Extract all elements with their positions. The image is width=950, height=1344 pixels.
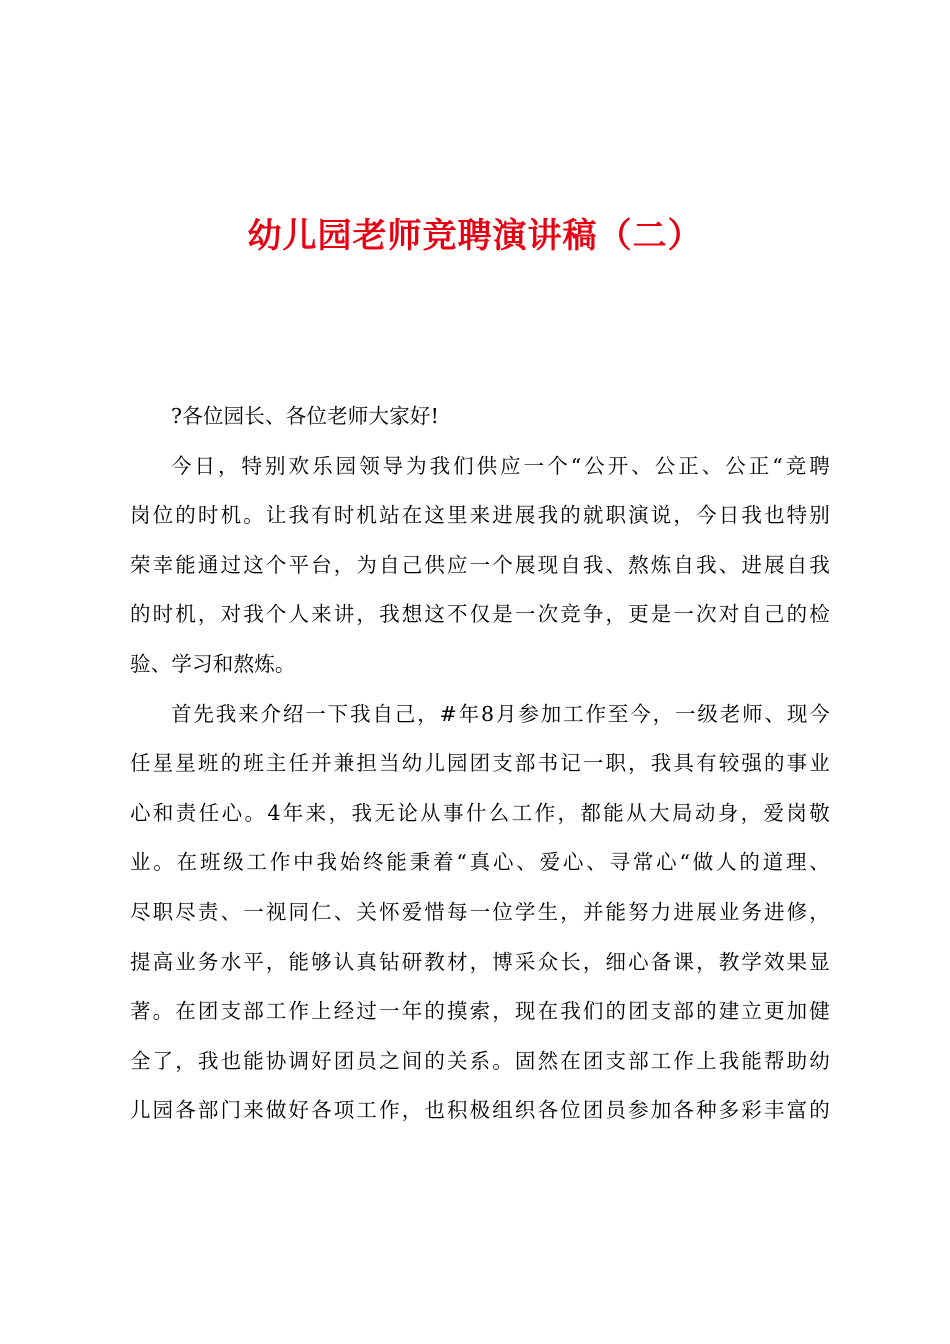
paragraph-line: 任星星班的班主任并兼担当幼儿园团支部书记一职，我具有较强的事业 [130, 751, 830, 776]
paragraph-line: 首先我来介绍一下我自己，#年8月参加工作至今，一级老师、现今 [171, 701, 830, 726]
greeting-line: ?各位园长、各位老师大家好! [171, 404, 440, 428]
paragraph-line: 荣幸能通过这个平台，为自己供应一个展现自我、熬炼自我、进展自我 [130, 552, 830, 577]
paragraph-line: 全了，我也能协调好团员之间的关系。固然在团支部工作上我能帮助幼 [130, 1048, 830, 1073]
paragraph-line: 今日，特别欢乐园领导为我们供应一个“公开、公正、公正“竞聘 [171, 453, 830, 478]
paragraph-line: 心和责任心。4年来，我无论从事什么工作，都能从大局动身，爱岗敬 [130, 800, 830, 825]
paragraph-line: 的时机，对我个人来讲，我想这不仅是一次竞争，更是一次对自己的检 [130, 602, 830, 627]
paragraph-1 [130, 442, 830, 690]
paragraph-line: 著。在团支部工作上经过一年的摸索，现在我们的团支部的建立更加健 [130, 999, 830, 1024]
paragraph-line: 岗位的时机。让我有时机站在这里来进展我的就职演说，今日我也特别 [130, 503, 830, 528]
paragraph-line: 尽职尽责、一视同仁、关怀爱惜每一位学生，并能努力进展业务进修， [130, 899, 830, 924]
paragraph-2 [130, 690, 830, 1136]
document-title: 幼儿园老师竞聘演讲稿（二） [247, 216, 703, 256]
paragraph-line: 业。在班级工作中我始终能秉着“真心、爱心、寻常心“做人的道理、 [130, 850, 830, 875]
paragraph-line: 验、学习和熬炼。 [130, 651, 296, 676]
paragraph-line: 儿园各部门来做好各项工作，也积极组织各位团员参加各种多彩丰富的 [130, 1098, 830, 1123]
document-body [130, 392, 830, 1136]
paragraph-line: 提高业务水平，能够认真钻研教材，博采众长，细心备课，教学效果显 [130, 949, 830, 974]
